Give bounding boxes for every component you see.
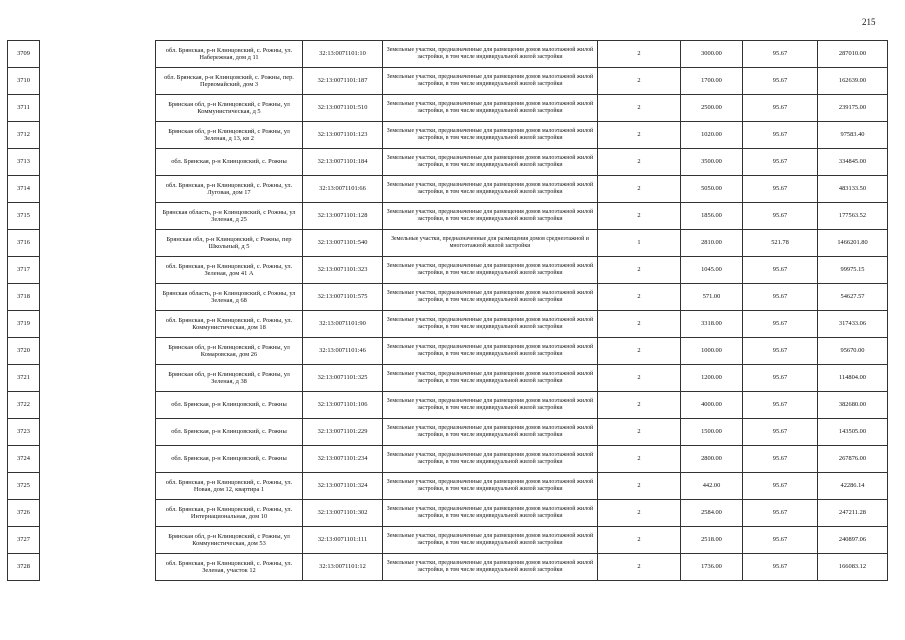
specific-value-cell: 95.67 (743, 500, 818, 527)
group-cell: 2 (598, 365, 681, 392)
address-cell: обл. Брянская, р-н Клинцовский, с. Рожны, ул. Зеленая, дом 41 А (156, 257, 303, 284)
cadastral-value-cell: 267876.00 (818, 446, 888, 473)
group-cell: 2 (598, 176, 681, 203)
group-cell: 2 (598, 338, 681, 365)
specific-value-cell: 95.67 (743, 284, 818, 311)
cadastral-number-cell: 32:13:0071101:187 (303, 68, 383, 95)
cadastral-number-cell: 32:13:0071101:12 (303, 554, 383, 581)
specific-value-cell: 95.67 (743, 419, 818, 446)
cadastral-number-cell: 32:13:0071101:324 (303, 473, 383, 500)
cadastral-number-cell: 32:13:0071101:90 (303, 311, 383, 338)
spacer-cell (40, 446, 156, 473)
row-number-cell: 3723 (8, 419, 40, 446)
cadastral-value-cell: 177563.52 (818, 203, 888, 230)
address-cell: Брянская обл, р-н Клинцовский, с Рожны, ул Коммунистическая, д 5 (156, 95, 303, 122)
specific-value-cell: 95.67 (743, 311, 818, 338)
cadastral-number-cell: 32:13:0071101:302 (303, 500, 383, 527)
land-use-cell: Земельные участки, предназначенные для размещения домов малоэтажной жилой застройки, в том числе индивидуальной жилой застройки (383, 473, 598, 500)
cadastral-value-cell: 166083.12 (818, 554, 888, 581)
address-cell: обл. Брянская, р-н Клинцовский, с. Рожны, ул. Зеленая, участок 12 (156, 554, 303, 581)
area-cell: 442.00 (681, 473, 743, 500)
group-cell: 2 (598, 122, 681, 149)
cadastral-number-cell: 32:13:0071101:234 (303, 446, 383, 473)
row-number-cell: 3720 (8, 338, 40, 365)
address-cell: обл. Брянская, р-н Клинцовский, с. Рожны, ул. Набережная, дом д 11 (156, 41, 303, 68)
specific-value-cell: 95.67 (743, 95, 818, 122)
table-row (8, 446, 888, 473)
spacer-cell (40, 338, 156, 365)
group-cell: 2 (598, 527, 681, 554)
area-cell: 2800.00 (681, 446, 743, 473)
group-cell: 2 (598, 41, 681, 68)
specific-value-cell: 95.67 (743, 149, 818, 176)
spacer-cell (40, 176, 156, 203)
area-cell: 1045.00 (681, 257, 743, 284)
row-number-cell: 3722 (8, 392, 40, 419)
spacer-cell (40, 68, 156, 95)
land-use-cell: Земельные участки, предназначенные для размещения домов малоэтажной жилой застройки, в том числе индивидуальной жилой застройки (383, 311, 598, 338)
cadastral-value-cell: 99975.15 (818, 257, 888, 284)
cadastral-number-cell: 32:13:0071101:111 (303, 527, 383, 554)
address-cell: обл. Брянская, р-н Клинцовский, с. Рожны, ул. Новая, дом 12, квартира 1 (156, 473, 303, 500)
spacer-cell (40, 500, 156, 527)
cadastral-value-cell: 317433.06 (818, 311, 888, 338)
table-row (8, 122, 888, 149)
land-use-cell: Земельные участки, предназначенные для размещения домов малоэтажной жилой застройки, в том числе индивидуальной жилой застройки (383, 554, 598, 581)
group-cell: 2 (598, 419, 681, 446)
cadastral-value-table (7, 40, 888, 581)
area-cell: 5050.00 (681, 176, 743, 203)
table-row (8, 68, 888, 95)
cadastral-number-cell: 32:13:0071101:229 (303, 419, 383, 446)
table-row (8, 554, 888, 581)
cadastral-number-cell: 32:13:0071101:575 (303, 284, 383, 311)
group-cell: 2 (598, 203, 681, 230)
group-cell: 2 (598, 473, 681, 500)
land-use-cell: Земельные участки, предназначенные для размещения домов малоэтажной жилой застройки, в том числе индивидуальной жилой застройки (383, 419, 598, 446)
cadastral-number-cell: 32:13:0071101:128 (303, 203, 383, 230)
area-cell: 2500.00 (681, 95, 743, 122)
address-cell: Брянская область, р-н Клинцовский, с Рожны, ул Зеленая, д 68 (156, 284, 303, 311)
cadastral-number-cell: 32:13:0071101:66 (303, 176, 383, 203)
table-row (8, 473, 888, 500)
specific-value-cell: 95.67 (743, 257, 818, 284)
address-cell: обл. Брянская, р-н Клинцовский, с. Рожны, ул. Коммунистическая, дом 18 (156, 311, 303, 338)
spacer-cell (40, 203, 156, 230)
row-number-cell: 3721 (8, 365, 40, 392)
group-cell: 2 (598, 284, 681, 311)
land-use-cell: Земельные участки, предназначенные для размещения домов малоэтажной жилой застройки, в том числе индивидуальной жилой застройки (383, 41, 598, 68)
row-number-cell: 3711 (8, 95, 40, 122)
cadastral-value-cell: 162639.00 (818, 68, 888, 95)
table-row (8, 149, 888, 176)
cadastral-value-cell: 97583.40 (818, 122, 888, 149)
cadastral-value-cell: 483133.50 (818, 176, 888, 203)
cadastral-value-cell: 240897.06 (818, 527, 888, 554)
cadastral-value-cell: 247211.28 (818, 500, 888, 527)
specific-value-cell: 95.67 (743, 68, 818, 95)
group-cell: 2 (598, 392, 681, 419)
cadastral-number-cell: 32:13:0071101:123 (303, 122, 383, 149)
area-cell: 4000.00 (681, 392, 743, 419)
cadastral-number-cell: 32:13:0071101:323 (303, 257, 383, 284)
land-use-cell: Земельные участки, предназначенные для размещения домов малоэтажной жилой застройки, в том числе индивидуальной жилой застройки (383, 392, 598, 419)
spacer-cell (40, 311, 156, 338)
row-number-cell: 3726 (8, 500, 40, 527)
address-cell: обл. Брянская, р-н Клинцовский, с. Рожны (156, 392, 303, 419)
address-cell: Брянская обл, р-н Клинцовский, с Рожны, ул Зеленая, д 38 (156, 365, 303, 392)
area-cell: 1856.00 (681, 203, 743, 230)
spacer-cell (40, 365, 156, 392)
table-row (8, 365, 888, 392)
land-use-cell: Земельные участки, предназначенные для размещения домов малоэтажной жилой застройки, в том числе индивидуальной жилой застройки (383, 68, 598, 95)
row-number-cell: 3719 (8, 311, 40, 338)
land-use-cell: Земельные участки, предназначенные для размещения домов среднеэтажной и многоэтажной жилой застройки (383, 230, 598, 257)
area-cell: 3318.00 (681, 311, 743, 338)
table-row (8, 203, 888, 230)
table-row (8, 41, 888, 68)
spacer-cell (40, 122, 156, 149)
table-row (8, 392, 888, 419)
row-number-cell: 3718 (8, 284, 40, 311)
specific-value-cell: 95.67 (743, 365, 818, 392)
land-use-cell: Земельные участки, предназначенные для размещения домов малоэтажной жилой застройки, в том числе индивидуальной жилой застройки (383, 257, 598, 284)
cadastral-number-cell: 32:13:0071101:184 (303, 149, 383, 176)
cadastral-value-cell: 239175.00 (818, 95, 888, 122)
area-cell: 571.00 (681, 284, 743, 311)
spacer-cell (40, 230, 156, 257)
specific-value-cell: 95.67 (743, 554, 818, 581)
land-use-cell: Земельные участки, предназначенные для размещения домов малоэтажной жилой застройки, в том числе индивидуальной жилой застройки (383, 122, 598, 149)
row-number-cell: 3712 (8, 122, 40, 149)
area-cell: 3500.00 (681, 149, 743, 176)
area-cell: 1500.00 (681, 419, 743, 446)
address-cell: Брянская обл, р-н Клинцовский, с Рожны, ул Зеленая, д 13, кв 2 (156, 122, 303, 149)
cadastral-number-cell: 32:13:0071101:540 (303, 230, 383, 257)
land-use-cell: Земельные участки, предназначенные для размещения домов малоэтажной жилой застройки, в том числе индивидуальной жилой застройки (383, 500, 598, 527)
area-cell: 2584.00 (681, 500, 743, 527)
row-number-cell: 3728 (8, 554, 40, 581)
address-cell: обл. Брянская, р-н Клинцовский, с. Рожны (156, 419, 303, 446)
address-cell: Брянская область, р-н Клинцовский, с Рожны, ул Зеленая, д 25 (156, 203, 303, 230)
spacer-cell (40, 95, 156, 122)
land-use-cell: Земельные участки, предназначенные для размещения домов малоэтажной жилой застройки, в том числе индивидуальной жилой застройки (383, 176, 598, 203)
cadastral-value-cell: 54627.57 (818, 284, 888, 311)
table-row (8, 500, 888, 527)
address-cell: обл. Брянская, р-н Клинцовский, с. Рожны (156, 446, 303, 473)
table-row (8, 284, 888, 311)
table-row (8, 257, 888, 284)
cadastral-value-cell: 42286.14 (818, 473, 888, 500)
address-cell: Брянская обл, р-н Клинцовский, с Рожны, ул Комаровская, дом 26 (156, 338, 303, 365)
spacer-cell (40, 554, 156, 581)
land-use-cell: Земельные участки, предназначенные для размещения домов малоэтажной жилой застройки, в том числе индивидуальной жилой застройки (383, 446, 598, 473)
spacer-cell (40, 473, 156, 500)
specific-value-cell: 95.67 (743, 392, 818, 419)
spacer-cell (40, 392, 156, 419)
area-cell: 2518.00 (681, 527, 743, 554)
address-cell: обл. Брянская, р-н Клинцовский, с. Рожны, ул. Луговая, дом 17 (156, 176, 303, 203)
specific-value-cell: 95.67 (743, 338, 818, 365)
area-cell: 1000.00 (681, 338, 743, 365)
specific-value-cell: 95.67 (743, 446, 818, 473)
cadastral-number-cell: 32:13:0071101:510 (303, 95, 383, 122)
cadastral-value-cell: 287010.00 (818, 41, 888, 68)
spacer-cell (40, 41, 156, 68)
spacer-cell (40, 284, 156, 311)
land-use-cell: Земельные участки, предназначенные для размещения домов малоэтажной жилой застройки, в том числе индивидуальной жилой застройки (383, 95, 598, 122)
specific-value-cell: 95.67 (743, 176, 818, 203)
specific-value-cell: 95.67 (743, 41, 818, 68)
group-cell: 2 (598, 500, 681, 527)
spacer-cell (40, 257, 156, 284)
cadastral-number-cell: 32:13:0071101:325 (303, 365, 383, 392)
address-cell: обл. Брянская, р-н Клинцовский, с. Рожны, ул. Интернациональная, дом 10 (156, 500, 303, 527)
group-cell: 2 (598, 149, 681, 176)
land-use-cell: Земельные участки, предназначенные для размещения домов малоэтажной жилой застройки, в том числе индивидуальной жилой застройки (383, 365, 598, 392)
row-number-cell: 3713 (8, 149, 40, 176)
row-number-cell: 3727 (8, 527, 40, 554)
land-use-cell: Земельные участки, предназначенные для размещения домов малоэтажной жилой застройки, в том числе индивидуальной жилой застройки (383, 203, 598, 230)
row-number-cell: 3715 (8, 203, 40, 230)
cadastral-value-cell: 114804.00 (818, 365, 888, 392)
land-use-cell: Земельные участки, предназначенные для размещения домов малоэтажной жилой застройки, в том числе индивидуальной жилой застройки (383, 338, 598, 365)
land-use-cell: Земельные участки, предназначенные для размещения домов малоэтажной жилой застройки, в том числе индивидуальной жилой застройки (383, 284, 598, 311)
cadastral-value-cell: 143505.00 (818, 419, 888, 446)
row-number-cell: 3724 (8, 446, 40, 473)
land-use-cell: Земельные участки, предназначенные для размещения домов малоэтажной жилой застройки, в том числе индивидуальной жилой застройки (383, 149, 598, 176)
table-row (8, 419, 888, 446)
area-cell: 1020.00 (681, 122, 743, 149)
group-cell: 2 (598, 68, 681, 95)
cadastral-value-cell: 95670.00 (818, 338, 888, 365)
address-cell: обл. Брянская, р-н Клинцовский, с. Рожны (156, 149, 303, 176)
row-number-cell: 3725 (8, 473, 40, 500)
specific-value-cell: 521.78 (743, 230, 818, 257)
table-row (8, 95, 888, 122)
land-use-cell: Земельные участки, предназначенные для размещения домов малоэтажной жилой застройки, в том числе индивидуальной жилой застройки (383, 527, 598, 554)
group-cell: 2 (598, 311, 681, 338)
area-cell: 3000.00 (681, 41, 743, 68)
area-cell: 1700.00 (681, 68, 743, 95)
specific-value-cell: 95.67 (743, 122, 818, 149)
table-body (8, 41, 888, 581)
table-row (8, 230, 888, 257)
row-number-cell: 3717 (8, 257, 40, 284)
specific-value-cell: 95.67 (743, 473, 818, 500)
spacer-cell (40, 419, 156, 446)
specific-value-cell: 95.67 (743, 203, 818, 230)
row-number-cell: 3709 (8, 41, 40, 68)
row-number-cell: 3714 (8, 176, 40, 203)
table-row (8, 311, 888, 338)
cadastral-number-cell: 32:13:0071101:46 (303, 338, 383, 365)
spacer-cell (40, 527, 156, 554)
group-cell: 2 (598, 257, 681, 284)
row-number-cell: 3710 (8, 68, 40, 95)
table-row (8, 176, 888, 203)
cadastral-value-cell: 1466201.80 (818, 230, 888, 257)
address-cell: обл. Брянская, р-н Клинцовский, с. Рожны, пер. Первомайский, дом 3 (156, 68, 303, 95)
area-cell: 2810.00 (681, 230, 743, 257)
address-cell: Брянская обл, р-н Клинцовский, с Рожны, пер Школьный, д 5 (156, 230, 303, 257)
page-number: 215 (862, 17, 876, 27)
group-cell: 1 (598, 230, 681, 257)
spacer-cell (40, 149, 156, 176)
row-number-cell: 3716 (8, 230, 40, 257)
table-row (8, 527, 888, 554)
specific-value-cell: 95.67 (743, 527, 818, 554)
group-cell: 2 (598, 554, 681, 581)
area-cell: 1200.00 (681, 365, 743, 392)
area-cell: 1736.00 (681, 554, 743, 581)
table-row (8, 338, 888, 365)
cadastral-number-cell: 32:13:0071101:106 (303, 392, 383, 419)
cadastral-number-cell: 32:13:0071101:10 (303, 41, 383, 68)
cadastral-value-cell: 382680.00 (818, 392, 888, 419)
group-cell: 2 (598, 446, 681, 473)
address-cell: Брянская обл, р-н Клинцовский, с Рожны, ул Коммунистическая, дом 53 (156, 527, 303, 554)
cadastral-value-cell: 334845.00 (818, 149, 888, 176)
group-cell: 2 (598, 95, 681, 122)
